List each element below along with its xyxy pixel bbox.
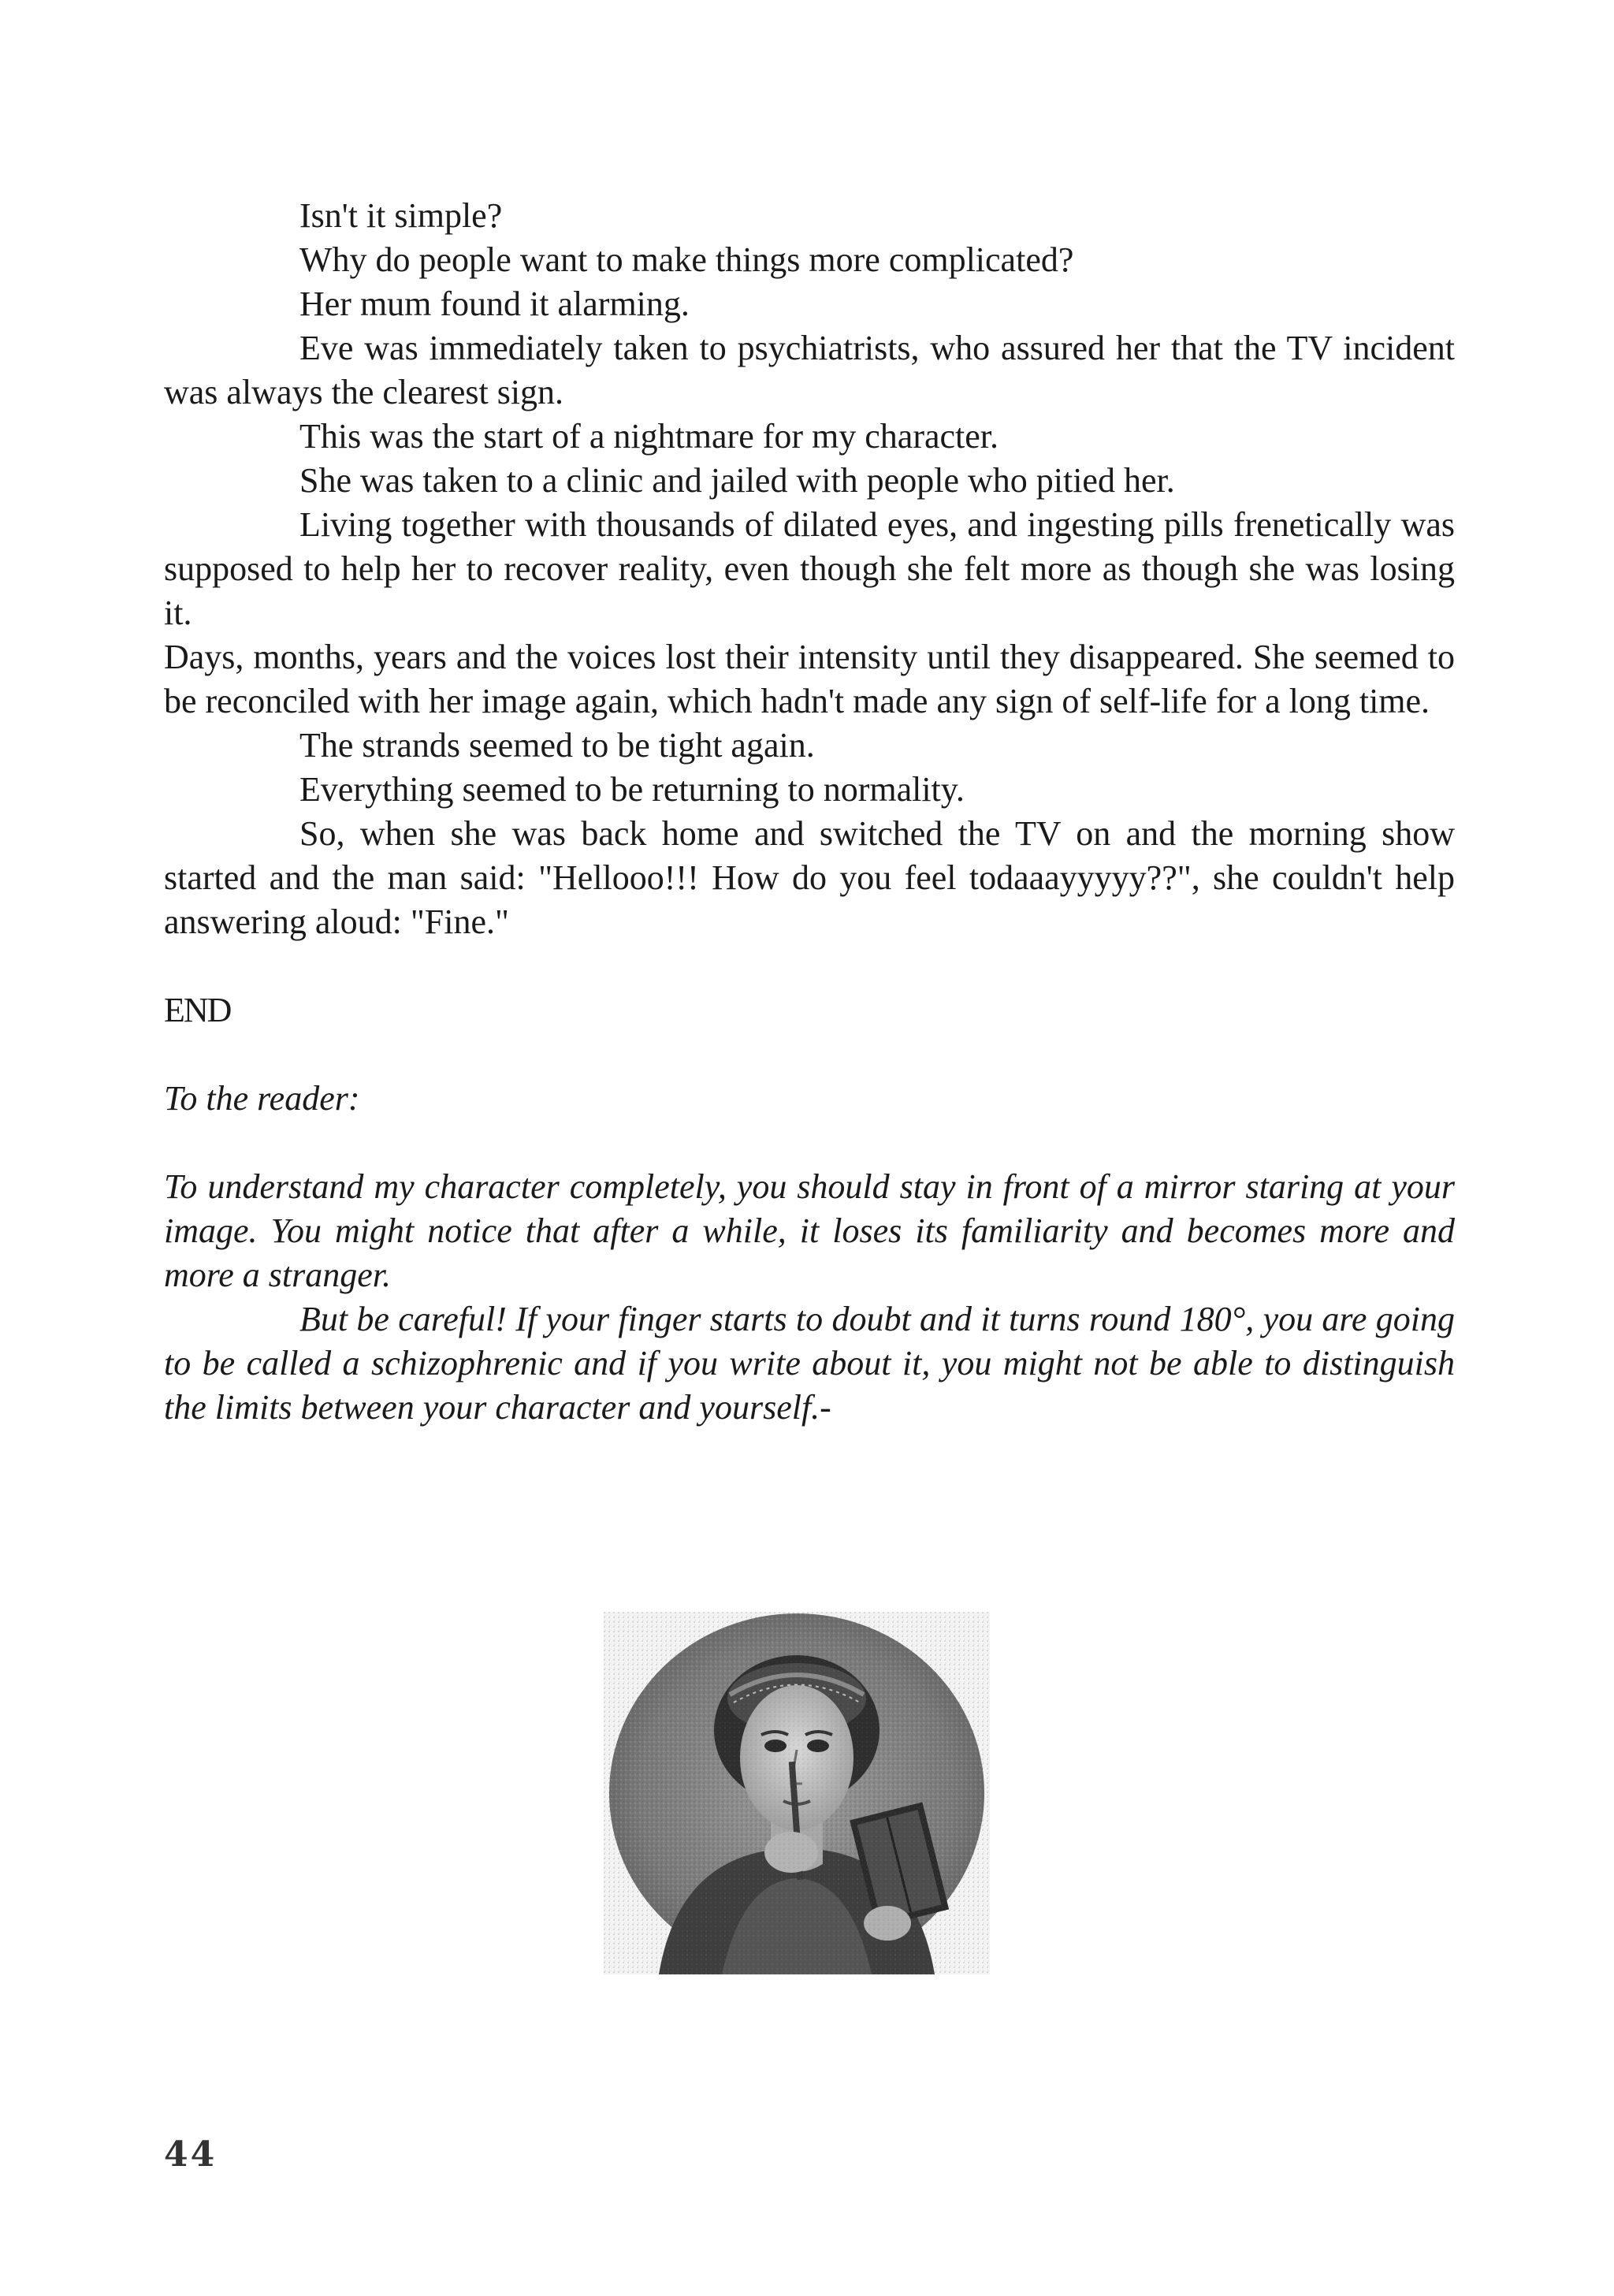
reader-heading: To the reader:: [164, 1079, 360, 1118]
paragraph: To understand my character completely, you should stay in front of a mirror staring at your image. You might notice that after a while, it loses its familiarity and becomes more and more a stranger.: [164, 1167, 1455, 1294]
paragraph: Days, months, years and the voices lost their intensity until they disappeared. She seemed to be reconciled with her image again, which hadn't made any sign of self-life for a long time.: [164, 638, 1455, 720]
paragraph: Everything seemed to be returning to normality.: [299, 770, 965, 809]
paragraph: So, when she was back home and switched the TV on and the morning show started and the man said: "Hellooo!!! How do you feel todaaayyyyy??", she couldn't help answering aloud: "Fine.": [164, 814, 1455, 941]
paragraph: Why do people want to make things more complicated?: [299, 240, 1074, 279]
page-number: 44: [164, 2134, 218, 2175]
fresco-portrait-icon: [604, 1612, 990, 1974]
fresco-illustration: [604, 1612, 990, 1974]
body-text: [164, 194, 1455, 1430]
spacer: [164, 1033, 1455, 1077]
reader-note: [164, 1165, 1455, 1430]
paragraph: This was the start of a nightmare for my character.: [299, 417, 999, 456]
story-paragraphs: [164, 194, 1455, 944]
paragraph: Living together with thousands of dilated eyes, and ingesting pills frenetically was supposed to help her to recover reality, even though she felt more as though she was losing it.: [164, 505, 1455, 632]
paragraph: Isn't it simple?: [299, 196, 503, 235]
paragraph: The strands seemed to be tight again.: [299, 726, 815, 765]
paragraph: Her mum found it alarming.: [299, 285, 690, 323]
paragraph: But be careful! If your finger starts to doubt and it turns round 180°, you are going to be called a schizophrenic and if you write about it, you might not be able to distinguish the limits between your character and yourself.-: [164, 1300, 1455, 1427]
paragraph: Eve was immediately taken to psychiatrists, who assured her that the TV incident was always the clearest sign.: [164, 329, 1455, 411]
end-marker: END: [164, 991, 231, 1029]
spacer: [164, 944, 1455, 988]
spacer: [164, 1121, 1455, 1165]
paragraph: She was taken to a clinic and jailed with people who pitied her.: [299, 461, 1175, 500]
